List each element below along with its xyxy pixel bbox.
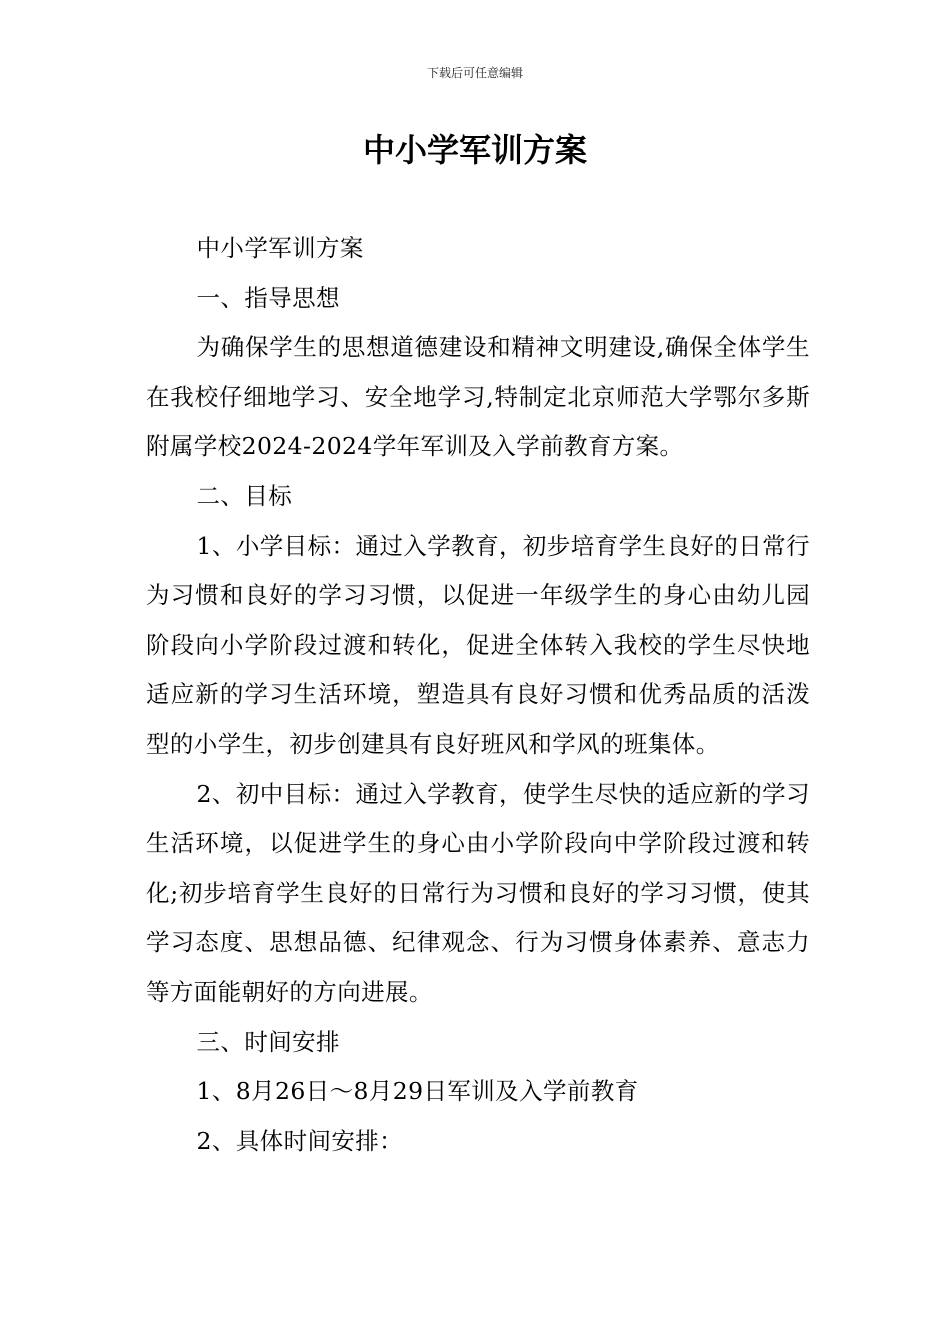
- header-note: 下载后可任意编辑: [426, 66, 523, 80]
- document-body: [146, 224, 810, 1166]
- section-heading-guiding-principle: 一、指导思想: [196, 283, 340, 312]
- paragraph-guiding-principle: 为确保学生的思想道德建设和精神文明建设,确保全体学生在我校仔细地学习、安全地学习,特制定北京师范大学鄂尔多斯附属学校2024-2024学年军训及入学前教育方案。: [146, 333, 810, 461]
- section-heading-schedule: 三、时间安排: [196, 1027, 340, 1056]
- paragraph-schedule-dates: 1、8月26日～8月29日军训及入学前教育: [196, 1077, 639, 1106]
- paragraph-subtitle: 中小学军训方案: [196, 234, 364, 262]
- document-title: 中小学军训方案: [362, 131, 587, 169]
- paragraph-junior-high-goal: 2、初中目标：通过入学教育，使学生尽快的适应新的学习生活环境，以促进学生的身心由小学阶段向中学阶段过渡和转化;初步培育学生良好的日常行为习惯和良好的学习习惯，使其学习态度、思想品德、纪律观念、行为习惯身体素养、意志力等方面能朝好的方向进展。: [146, 779, 810, 1006]
- paragraph-schedule-details: 2、具体时间安排：: [196, 1126, 404, 1155]
- section-heading-goals: 二、目标: [196, 481, 293, 510]
- paragraph-primary-goal: 1、小学目标：通过入学教育，初步培育学生良好的日常行为习惯和良好的学习习惯，以促进一年级学生的身心由幼儿园阶段向小学阶段过渡和转化，促进全体转入我校的学生尽快地适应新的学习生活环境，塑造具有良好习惯和优秀品质的活泼型的小学生，初步创建具有良好班风和学风的班集体。: [146, 531, 810, 758]
